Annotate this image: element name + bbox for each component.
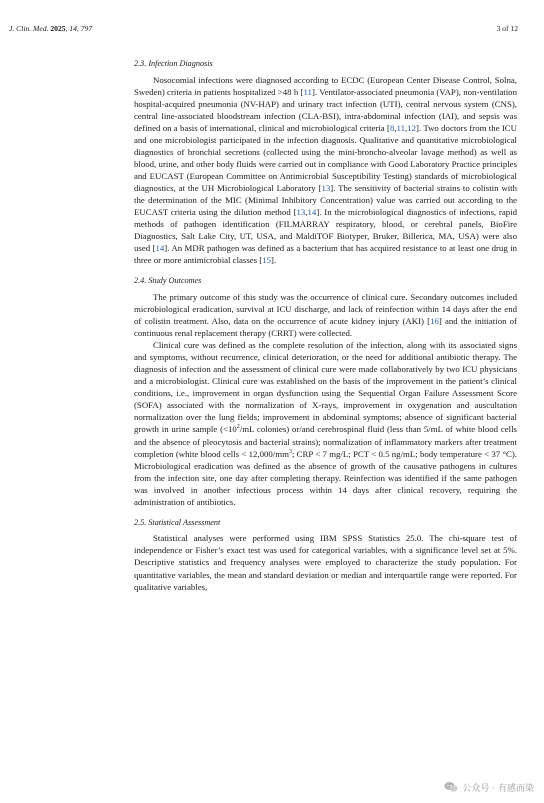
- text-run: ; CRP < 7 mg/L; PCT < 0.5 ng/mL; body temperature < 37 °C). Microbiological eradication was defined as the absence of growth of the causative pathogens in cultures from the infection site, one day after completing therapy. Reinfection was identified if the same pathogen was involved in another infectious process within 14 days after clinical recovery, requiring the administration of antibiotics.: [134, 448, 517, 507]
- text-run: Nosocomial infections were diagnosed according to ECDC (European Center Disease Control, Solna, Sweden) criteria in patients hospitalized >48 h [: [134, 74, 517, 97]
- text-run: Clinical cure was defined as the complete resolution of the infection, along with its associated signs and symptoms, without recurrence, clinical deterioration, or the need for additional antibiotic therapy. The diagnosis of infection and the assessment of clinical cure were made collaboratively by two ICU physicians and a microbiologist. Clinical cure was established on the basis of the improvement in the patient’s clinical conditions, i.e., improvement in organ dysfunction using the Sequential Organ Failure Assessment Score (SOFA) associated with the normalization of X-rays, improvement in oxygenation and auscultation normalization over the lung fields; improvement in abdominal symptoms; absence of significant bacterial growth in urine sample (<10: [134, 340, 517, 435]
- journal-name: J. Clin. Med.: [9, 24, 49, 33]
- citation-link[interactable]: 14: [307, 207, 317, 218]
- superscript: 3: [288, 448, 292, 455]
- journal-citation: [9, 24, 92, 33]
- citation-link[interactable]: 15: [262, 255, 272, 266]
- text-run: ] and the initiation of continuous renal replacement therapy (CRRT) were collected.: [134, 316, 517, 339]
- watermark-text: 公众号 · 有感而染: [462, 783, 534, 794]
- superscript: 2: [236, 424, 240, 431]
- text-run: Statistical analyses were performed using IBM SPSS Statistics 25.0. The chi-square test of independence or Fisher’s exact test was used for categorical variables, with a significance level set at 5%. Descriptive statistics and frequency analyses were employed to characterize the study population. For quantitative variables, the mean and standard deviation or median and interquartile range were reported. For qualitative variables,: [134, 533, 517, 592]
- watermark: [444, 779, 534, 795]
- text-run: ,: [405, 122, 408, 133]
- section-gap: [134, 508, 517, 517]
- running-header: [9, 24, 518, 38]
- body-paragraph: [134, 532, 517, 592]
- page-number: 3 of 12: [496, 24, 518, 33]
- citation-link[interactable]: 12: [407, 122, 417, 133]
- section-heading: 2.5. Statistical Assessment: [134, 517, 221, 527]
- citation-link[interactable]: 8: [389, 122, 395, 133]
- text-run: ]. In the microbiological diagnostics of infections, rapid methods of pathogen identification (FILMARRAY respiratory, blood, or cerebral panels, BioFire Diagnostics, Salt Lake City, UT, USA, and MaldiTOF Biotyper, Bruker, Billerica, MA, USA) were also used [: [134, 207, 517, 254]
- section-heading: 2.4. Study Outcomes: [134, 276, 202, 286]
- body-paragraph: [134, 291, 517, 339]
- section-heading: 2.3. Infection Diagnosis: [134, 59, 213, 68]
- citation-link[interactable]: 11: [303, 86, 312, 97]
- text-run: ]. Two doctors from the ICU and one microbiologist participated in the infection diagnosis. Qualitative and quantitative microbiological diagnostics of bronchial secretions (collected using the mini-broncho-alveolar lavage method) as well as blood, urine, and other body fluids were carried out in compliance with Good Laboratory Practice principles and EUCAST (European Committee on Antimicrobial Susceptibility Testing) standards of microbiological diagnostics, at the UH Microbiological Laboratory [: [134, 122, 517, 194]
- journal-volume: , 14, 797: [65, 24, 93, 33]
- citation-link[interactable]: 16: [430, 316, 439, 327]
- wechat-official-account-icon: [444, 781, 458, 793]
- journal-year: 2025: [50, 24, 66, 33]
- body-paragraph: [134, 74, 517, 267]
- text-run: /mL colonies) or/and cerebrospinal fluid (less than 5/mL of white blood cells and the absence of pleocytosis and bacterial strains); normalization of inflammatory markers after treatment completion (white blood cells < 12,000/mm: [134, 424, 517, 459]
- citation-link[interactable]: 13: [296, 207, 306, 218]
- body-paragraph: [134, 339, 517, 508]
- text-run: ]. An MDR pathogen was defined as a bacterium that has acquired resistance to at least one drug in three or more antimicrobial classes [: [134, 243, 517, 266]
- text-run: ]. The sensitivity of bacterial strains to colistin with the determination of the MIC (Minimal Inhibitory Concentration) value was carried out according to the EUCAST criteria using the dilution method [: [134, 183, 517, 218]
- text-run: ,: [305, 207, 308, 218]
- text-run: ]. Ventilator-associated pneumonia (VAP), non-ventilation hospital-acquired pneumonia (NV-HAP) and urinary tract infection (UTI), central nervous system (CNS), central line-associated bloodstream infection (CLA-BSI), intra-abdominal infection (IAI), and sepsis was defined on a basis of international, clinical and microbiological criteria [: [134, 86, 517, 133]
- text-run: ].: [271, 255, 277, 266]
- citation-link[interactable]: 14: [155, 243, 165, 254]
- text-run: ,: [394, 122, 397, 133]
- citation-link[interactable]: 11: [396, 122, 406, 133]
- section-gap: [134, 266, 517, 275]
- article-body: [134, 58, 517, 593]
- text-run: The primary outcome of this study was the occurrence of clinical cure. Secondary outcomes included microbiological eradication, survival at ICU discharge, and lack of reinfection within 14 days after the end of colistin treatment. Also, data on the occurrence of acute kidney injury (AKI) [: [134, 291, 517, 327]
- citation-link[interactable]: 13: [321, 183, 331, 194]
